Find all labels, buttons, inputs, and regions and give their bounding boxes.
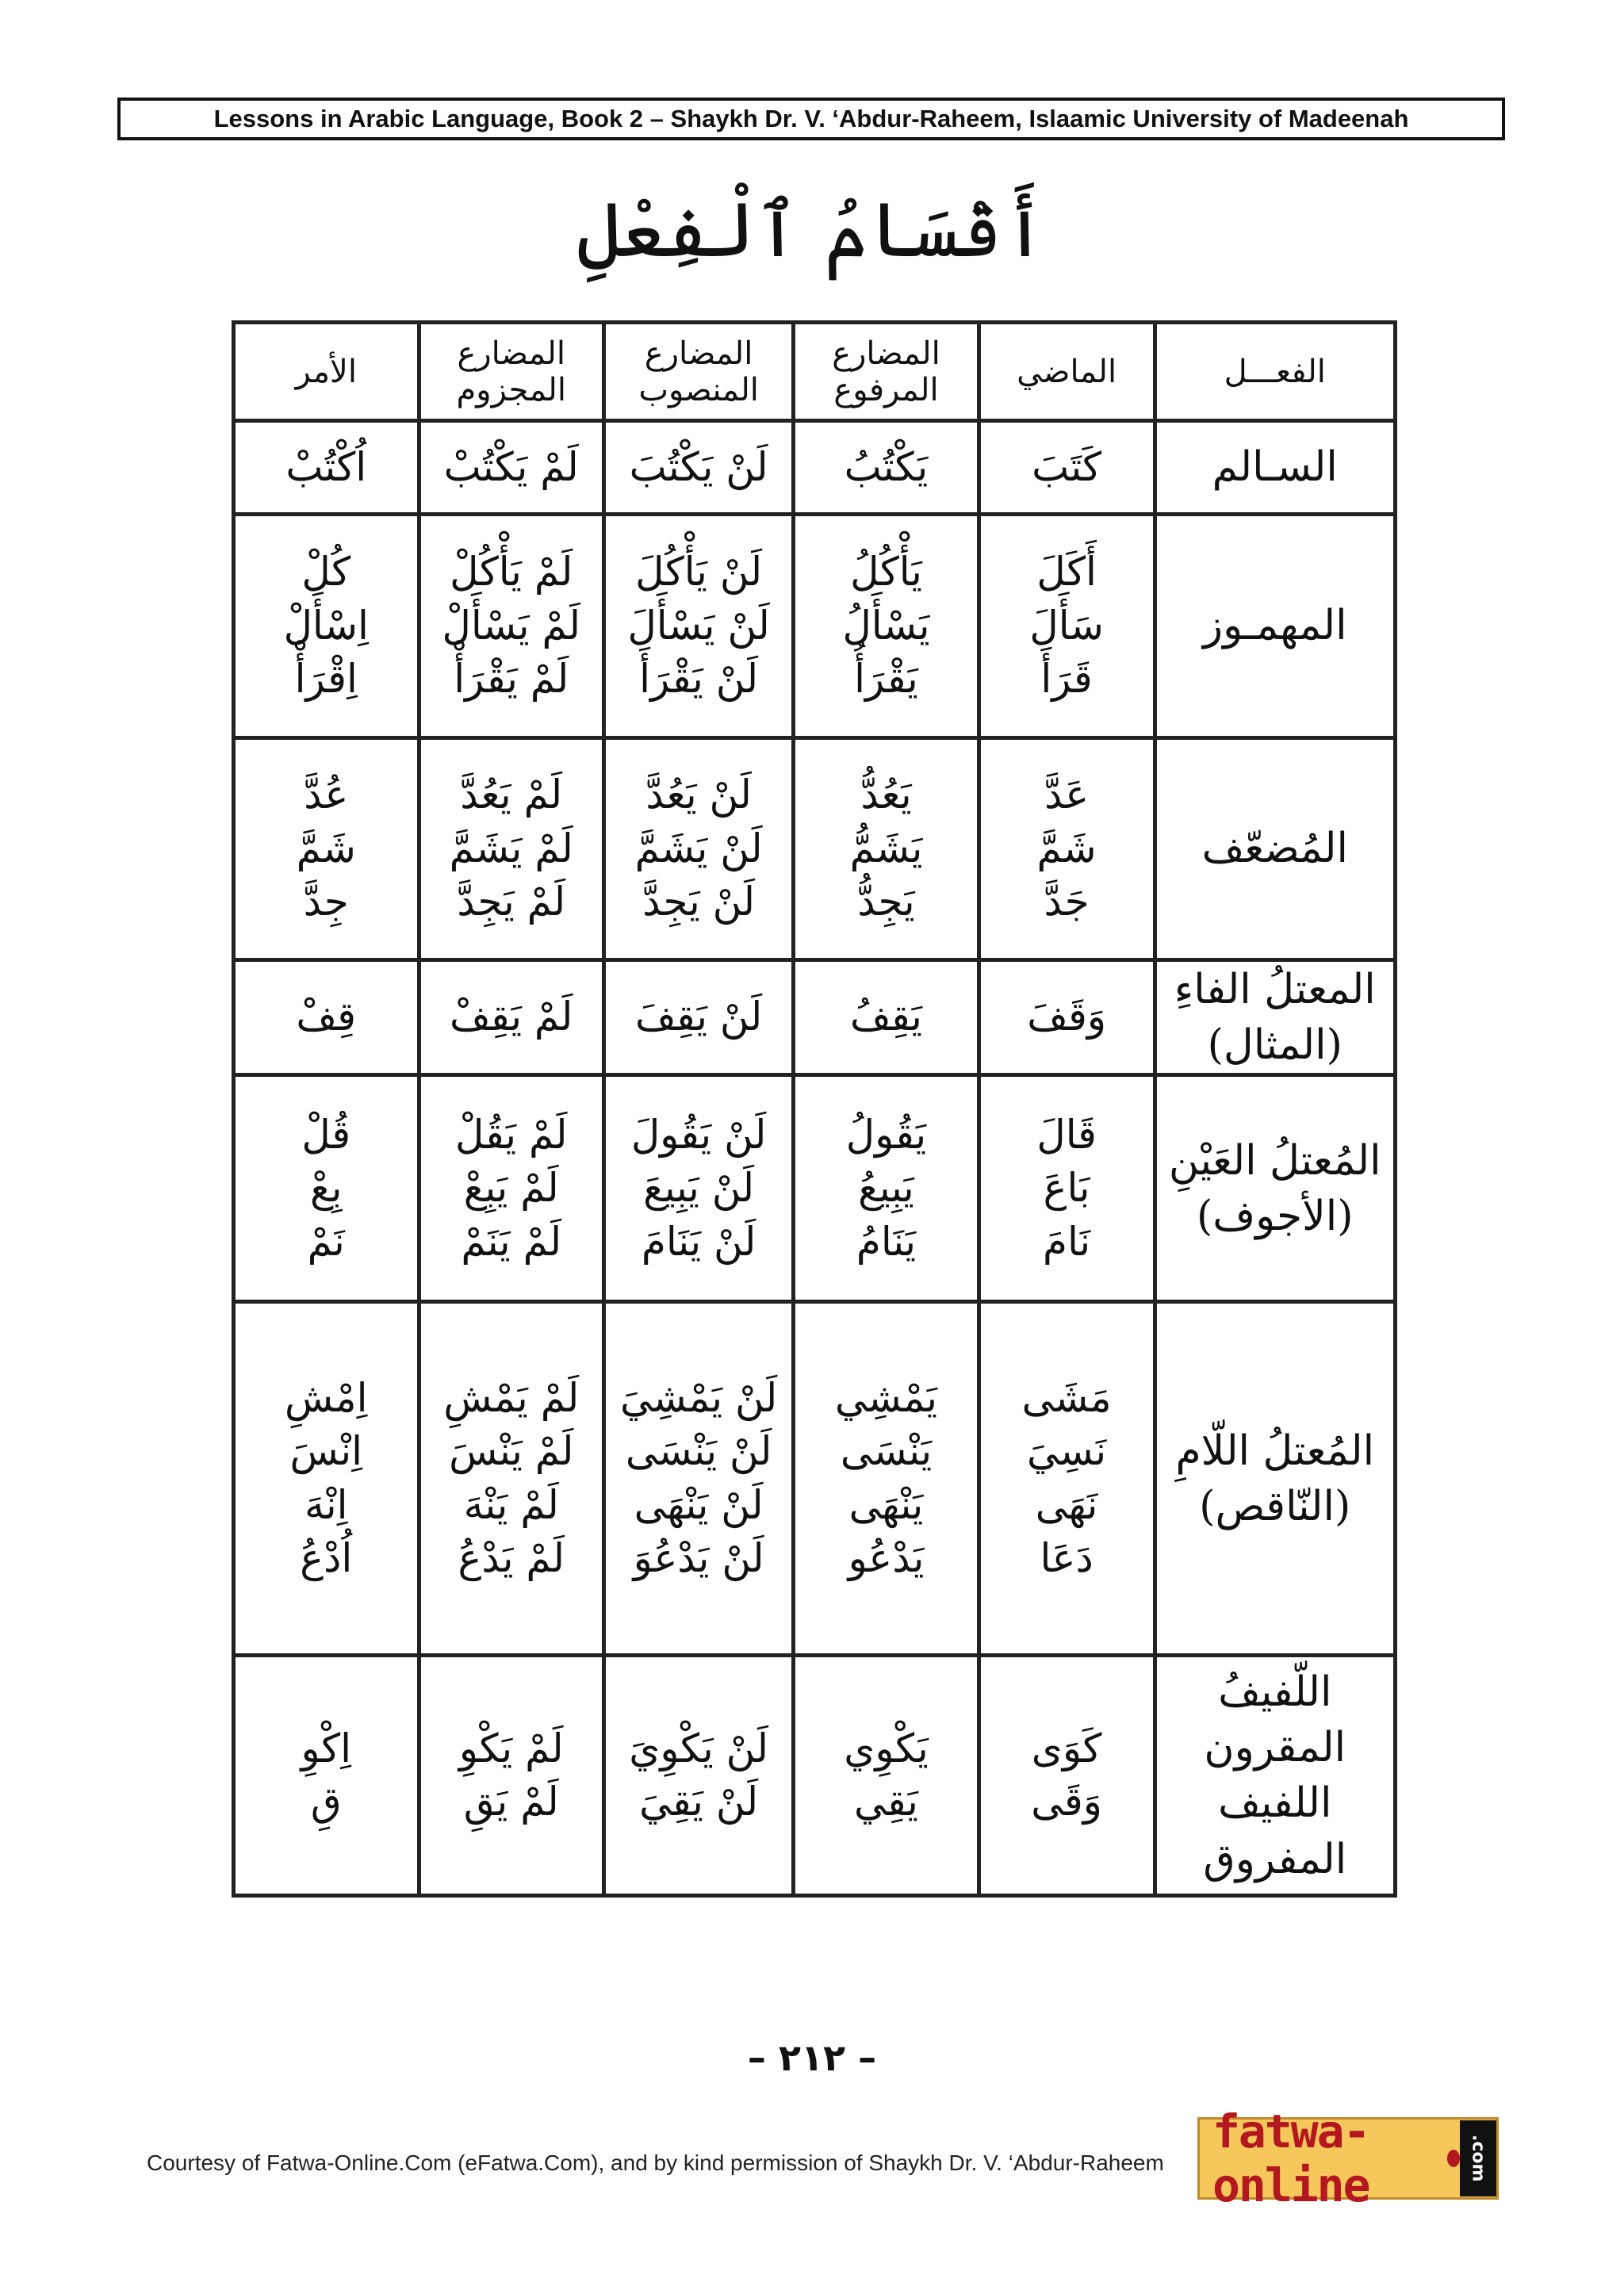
past-cell [979, 515, 1155, 738]
header-present-subjunctive: المضارع المنصوب [603, 323, 793, 421]
table-row [234, 1656, 1396, 1896]
header-past: الماضي [979, 323, 1155, 421]
verb-form: شَمَّ [1036, 825, 1097, 871]
present-jussive-cell [419, 738, 603, 960]
verb-form: لَمْ يَقُلْ [455, 1111, 568, 1158]
table-row [234, 1302, 1396, 1656]
verb-form: كَوَى [1031, 1725, 1102, 1771]
present-subjunctive-cell [603, 738, 793, 960]
table-row [234, 515, 1396, 738]
verb-form: اِنْهَ [304, 1481, 348, 1528]
verb-type-label: المُضعّف [1155, 738, 1396, 960]
verb-form: لَمْ يَقْرَأْ [454, 656, 569, 703]
verb-form: يَبِيعُ [858, 1165, 914, 1212]
verb-form: يَنْسَى [840, 1428, 933, 1475]
verb-form: يَقْرَأُ [854, 656, 918, 703]
verb-form: لَنْ يَسْأَلَ [627, 602, 770, 649]
verb-form: لَمْ يَنَمْ [461, 1218, 562, 1265]
verb-form: أَكَلَ [1036, 549, 1097, 596]
verb-form: لَمْ يَعُدَّ [460, 772, 563, 818]
verb-form: لَنْ يَجِدَّ [642, 879, 755, 925]
verb-form: شَمَّ [296, 825, 356, 871]
page-number: – ٢١٢ – [747, 2036, 877, 2079]
verb-form: قُلْ [301, 1111, 351, 1158]
verb-form: كَتَبَ [1032, 443, 1102, 490]
verb-form: يَقِي [854, 1779, 918, 1825]
verb-form: لَنْ يَكْتُبَ [629, 443, 768, 490]
verb-form: اِمْشِ [285, 1374, 368, 1421]
fatwa-online-logo[interactable] [1197, 2104, 1499, 2212]
verb-form: لَنْ يَقِيَ [639, 1779, 759, 1825]
past-cell [979, 960, 1155, 1075]
verb-form: اِكْوِ [301, 1725, 352, 1771]
past-cell [979, 1656, 1155, 1896]
present-indicative-cell [794, 738, 979, 960]
present-subjunctive-cell [603, 1656, 793, 1896]
past-cell [979, 1302, 1155, 1656]
verb-form: لَمْ يَجِدَّ [457, 879, 566, 925]
verb-form: لَمْ يَقِفْ [450, 994, 573, 1040]
verb-form: لَمْ يَشَمَّ [449, 825, 573, 871]
verb-type-label: المهمـوز [1155, 515, 1396, 738]
verb-form: لَنْ يَشَمَّ [634, 825, 763, 871]
imperative-cell [234, 1075, 419, 1302]
table-row [234, 738, 1396, 960]
verb-form: يَسْأَلُ [842, 602, 930, 649]
verb-form: جَدَّ [1044, 879, 1090, 925]
imperative-cell [234, 960, 419, 1075]
verb-form: لَنْ يَعُدَّ [645, 772, 752, 818]
past-cell [979, 1075, 1155, 1302]
verb-form: مَشَى [1021, 1374, 1112, 1421]
verb-form: يَعُدُّ [860, 772, 912, 818]
verb-form: لَنْ يَمْشِيَ [619, 1374, 778, 1421]
verb-form: لَنْ يَنَامَ [641, 1218, 756, 1265]
courtesy-note: Courtesy of Fatwa-Online.Com (eFatwa.Com), and by kind permission of Shaykh Dr. V. ‘Abdur-Raheem [147, 2150, 1164, 2175]
verb-form: سَأَلَ [1029, 602, 1104, 649]
present-subjunctive-cell [603, 960, 793, 1075]
present-indicative-cell [794, 421, 979, 515]
logo-wordmark: fatwa-online [1212, 2104, 1369, 2212]
verb-form: لَمْ يَكْوِ [458, 1725, 564, 1771]
present-subjunctive-cell [603, 421, 793, 515]
logo-dot-icon [1447, 2150, 1460, 2167]
verb-form: يَجِدُّ [857, 879, 915, 925]
verb-type-label: المُعتلُ اللّامِ (النّاقص) [1155, 1302, 1396, 1656]
page-title: أَقْسَامُ ٱلْفِعْلِ [576, 186, 1048, 274]
verb-form: لَمْ يَأْكُلْ [450, 549, 573, 596]
verb-form: نَسِيَ [1027, 1428, 1107, 1475]
verb-form: عَدَّ [1044, 772, 1090, 818]
verb-form: جِدَّ [303, 879, 349, 925]
header-verb: الفعـــل [1155, 323, 1396, 421]
verb-type-label: اللّفيفُ المقرون اللفيف المفروق [1155, 1656, 1396, 1896]
present-jussive-cell [419, 1302, 603, 1656]
verb-form: لَنْ يَدْعُوَ [633, 1535, 764, 1582]
verb-form: بَاعَ [1043, 1165, 1090, 1212]
present-indicative-cell [794, 960, 979, 1075]
verb-form: يَكْتُبُ [844, 443, 929, 490]
verb-form: قِفْ [296, 994, 357, 1040]
header-present-jussive: المضارع المجزوم [419, 323, 603, 421]
table-row [234, 421, 1396, 515]
verb-form: يَنَامُ [856, 1218, 917, 1265]
verb-form: يَأْكُلُ [850, 549, 922, 596]
verb-form: لَمْ يَسْأَلْ [442, 602, 580, 649]
verb-form: اُكْتُبْ [285, 443, 367, 490]
present-subjunctive-cell [603, 1302, 793, 1656]
present-indicative-cell [794, 515, 979, 738]
present-jussive-cell [419, 515, 603, 738]
verb-form: اُدْعُ [300, 1535, 353, 1582]
present-indicative-cell [794, 1075, 979, 1302]
table-header-row [234, 323, 1396, 421]
logo-com-badge: .com [1460, 2120, 1496, 2196]
verb-form: لَنْ يَقُولَ [630, 1111, 767, 1158]
verb-form: لَنْ يَنْسَى [625, 1428, 772, 1475]
header-imperative: الأمر [234, 323, 419, 421]
verb-form: كُلْ [301, 549, 351, 596]
verb-form: لَنْ يَكْوِيَ [629, 1725, 768, 1771]
verb-type-label: السـالم [1155, 421, 1396, 515]
verb-form: لَنْ يَنْهَى [634, 1481, 764, 1528]
verb-form: لَمْ يَنْسَ [449, 1428, 574, 1475]
verb-form: لَنْ يَبِيعَ [643, 1165, 755, 1212]
verb-form: لَنْ يَقْرَأَ [639, 656, 759, 703]
header-present-indicative: المضارع المرفوع [794, 323, 979, 421]
table-row [234, 1075, 1396, 1302]
present-indicative-cell [794, 1656, 979, 1896]
verb-form: نَمْ [307, 1218, 345, 1265]
verb-form: لَمْ يَقِ [463, 1779, 559, 1825]
present-indicative-cell [794, 1302, 979, 1656]
past-cell [979, 421, 1155, 515]
verb-form: يَمْشِي [834, 1374, 938, 1421]
verb-form: يَنْهَى [848, 1481, 924, 1528]
verb-form: اِنْسَ [289, 1428, 363, 1475]
verb-form: لَنْ يَقِفَ [635, 994, 763, 1040]
imperative-cell [234, 515, 419, 738]
verb-form: يَقُولُ [845, 1111, 927, 1158]
verb-form: قَرَأَ [1040, 656, 1093, 703]
verb-form: يَقِفُ [850, 994, 922, 1040]
verb-type-label: المعتلُ الفاءِ (المثال) [1155, 960, 1396, 1075]
verb-form: بِعْ [309, 1165, 343, 1212]
imperative-cell [234, 738, 419, 960]
imperative-cell [234, 1302, 419, 1656]
verb-form: اِسْأَلْ [283, 602, 369, 649]
verb-form: لَمْ يَنْهَ [463, 1481, 559, 1528]
imperative-cell [234, 1656, 419, 1896]
verb-type-label: المُعتلُ العَيْنِ (الأجوف) [1155, 1075, 1396, 1302]
verb-form: اِقْرَأْ [294, 656, 358, 703]
present-jussive-cell [419, 1656, 603, 1896]
verb-form: لَمْ يَدْعُ [458, 1535, 565, 1582]
verb-form: وَقَى [1031, 1779, 1102, 1825]
verb-form: نَهَى [1035, 1481, 1098, 1528]
present-jussive-cell [419, 421, 603, 515]
verb-form: قَالَ [1036, 1111, 1097, 1158]
verb-form: وَقَفَ [1027, 994, 1107, 1040]
verb-form: لَمْ يَمْشِ [443, 1374, 580, 1421]
present-subjunctive-cell [603, 1075, 793, 1302]
verb-form: قِ [310, 1779, 342, 1825]
verb-form: لَنْ يَأْكُلَ [635, 549, 763, 596]
verb-form: يَكْوِي [844, 1725, 929, 1771]
present-subjunctive-cell [603, 515, 793, 738]
present-jussive-cell [419, 960, 603, 1075]
verb-form: دَعَا [1040, 1535, 1094, 1582]
imperative-cell [234, 421, 419, 515]
book-header [117, 98, 1505, 140]
present-jussive-cell [419, 1075, 603, 1302]
table-row [234, 960, 1396, 1075]
past-cell [979, 738, 1155, 960]
verb-form: يَدْعُو [848, 1535, 925, 1582]
verb-types-table [232, 320, 1397, 1898]
verb-form: لَمْ يَبِعْ [463, 1165, 559, 1212]
verb-form: لَمْ يَكْتُبْ [443, 443, 579, 490]
verb-form: عُدَّ [304, 772, 349, 818]
book-header-text: Lessons in Arabic Language, Book 2 – Shaykh Dr. V. ‘Abdur-Raheem, Islaamic University of Madeenah [213, 105, 1409, 132]
verb-form: نَامَ [1043, 1218, 1091, 1265]
verb-form: يَشَمُّ [849, 825, 923, 871]
